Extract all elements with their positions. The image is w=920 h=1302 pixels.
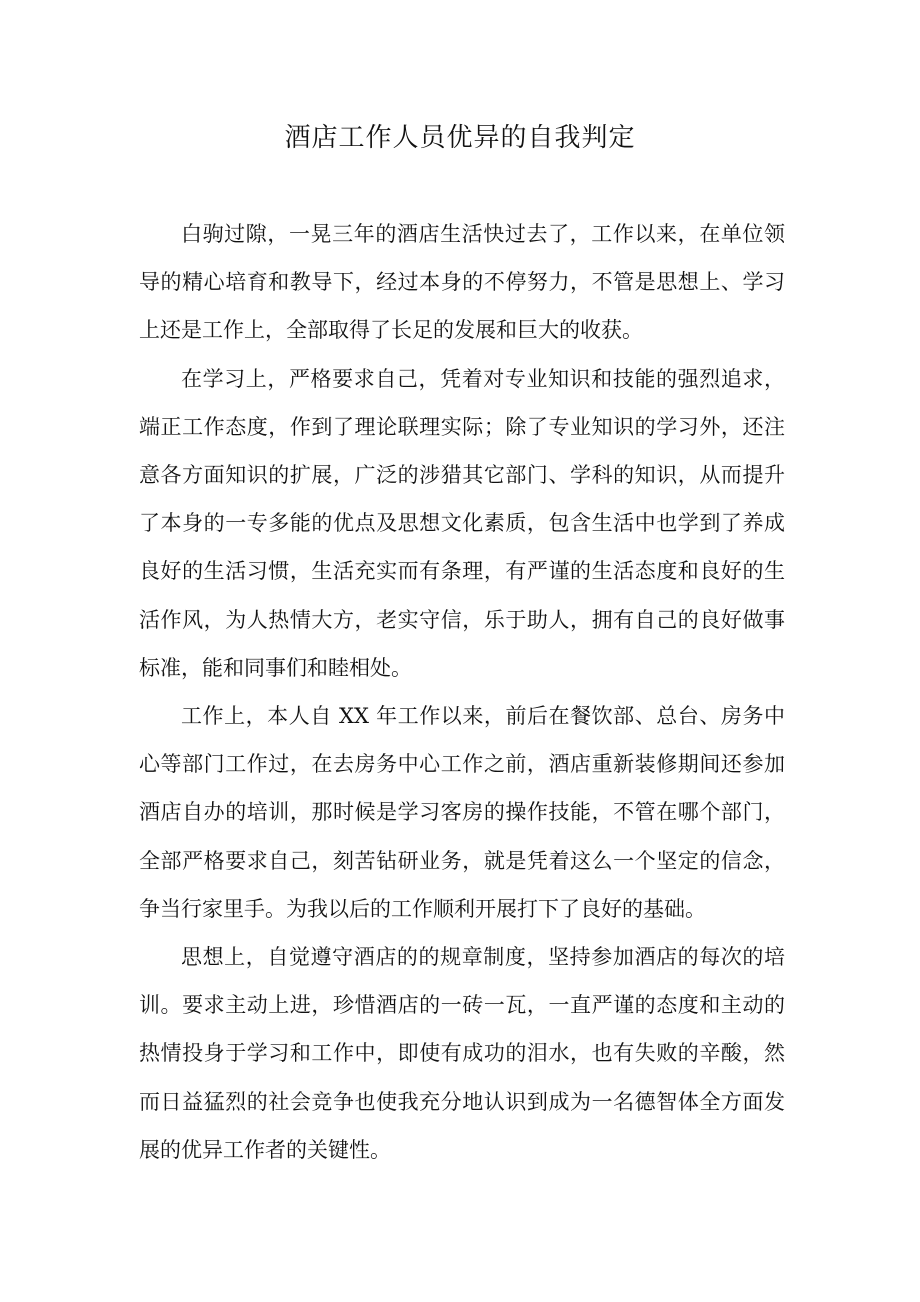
document-body: [139, 210, 785, 1174]
paragraph-intro: 白驹过隙，一晃三年的酒店生活快过去了，工作以来，在单位领导的精心培育和教导下，经过本身的不停努力，不管是思想上、学习上还是工作上，全部取得了长足的发展和巨大的收获。: [139, 222, 785, 343]
document-title: 酒店工作人员优异的自我判定: [284, 123, 636, 153]
paragraph-work: 工作上，本人自 XX 年工作以来，前后在餐饮部、总台、房务中心等部门工作过，在去房务中心工作之前，酒店重新装修期间还参加酒店自办的培训，那时候是学习客房的操作技能，不管在哪个部门，全部严格要求自己，刻苦钻研业务，就是凭着这么一个坚定的信念，争当行家里手。为我以后的工作顺利开展打下了良好的基础。: [139, 704, 785, 921]
paragraph-thought: 思想上，自觉遵守酒店的的规章制度，坚持参加酒店的每次的培训。要求主动上进，珍惜酒店的一砖一瓦，一直严谨的态度和主动的热情投身于学习和工作中，即使有成功的泪水，也有失败的辛酸，然而日益猛烈的社会竞争也使我充分地认识到成为一名德智体全方面发展的优异工作者的关键性。: [139, 945, 785, 1162]
paragraph-study: 在学习上，严格要求自己，凭着对专业知识和技能的强烈追求，端正工作态度，作到了理论联理实际；除了专业知识的学习外，还注意各方面知识的扩展，广泛的涉猎其它部门、学科的知识，从而提升了本身的一专多能的优点及思想文化素质，包含生活中也学到了养成良好的生活习惯，生活充实而有条理，有严谨的生活态度和良好的生活作风，为人热情大方，老实守信，乐于助人，拥有自己的良好做事标准，能和同事们和睦相处。: [139, 366, 785, 680]
